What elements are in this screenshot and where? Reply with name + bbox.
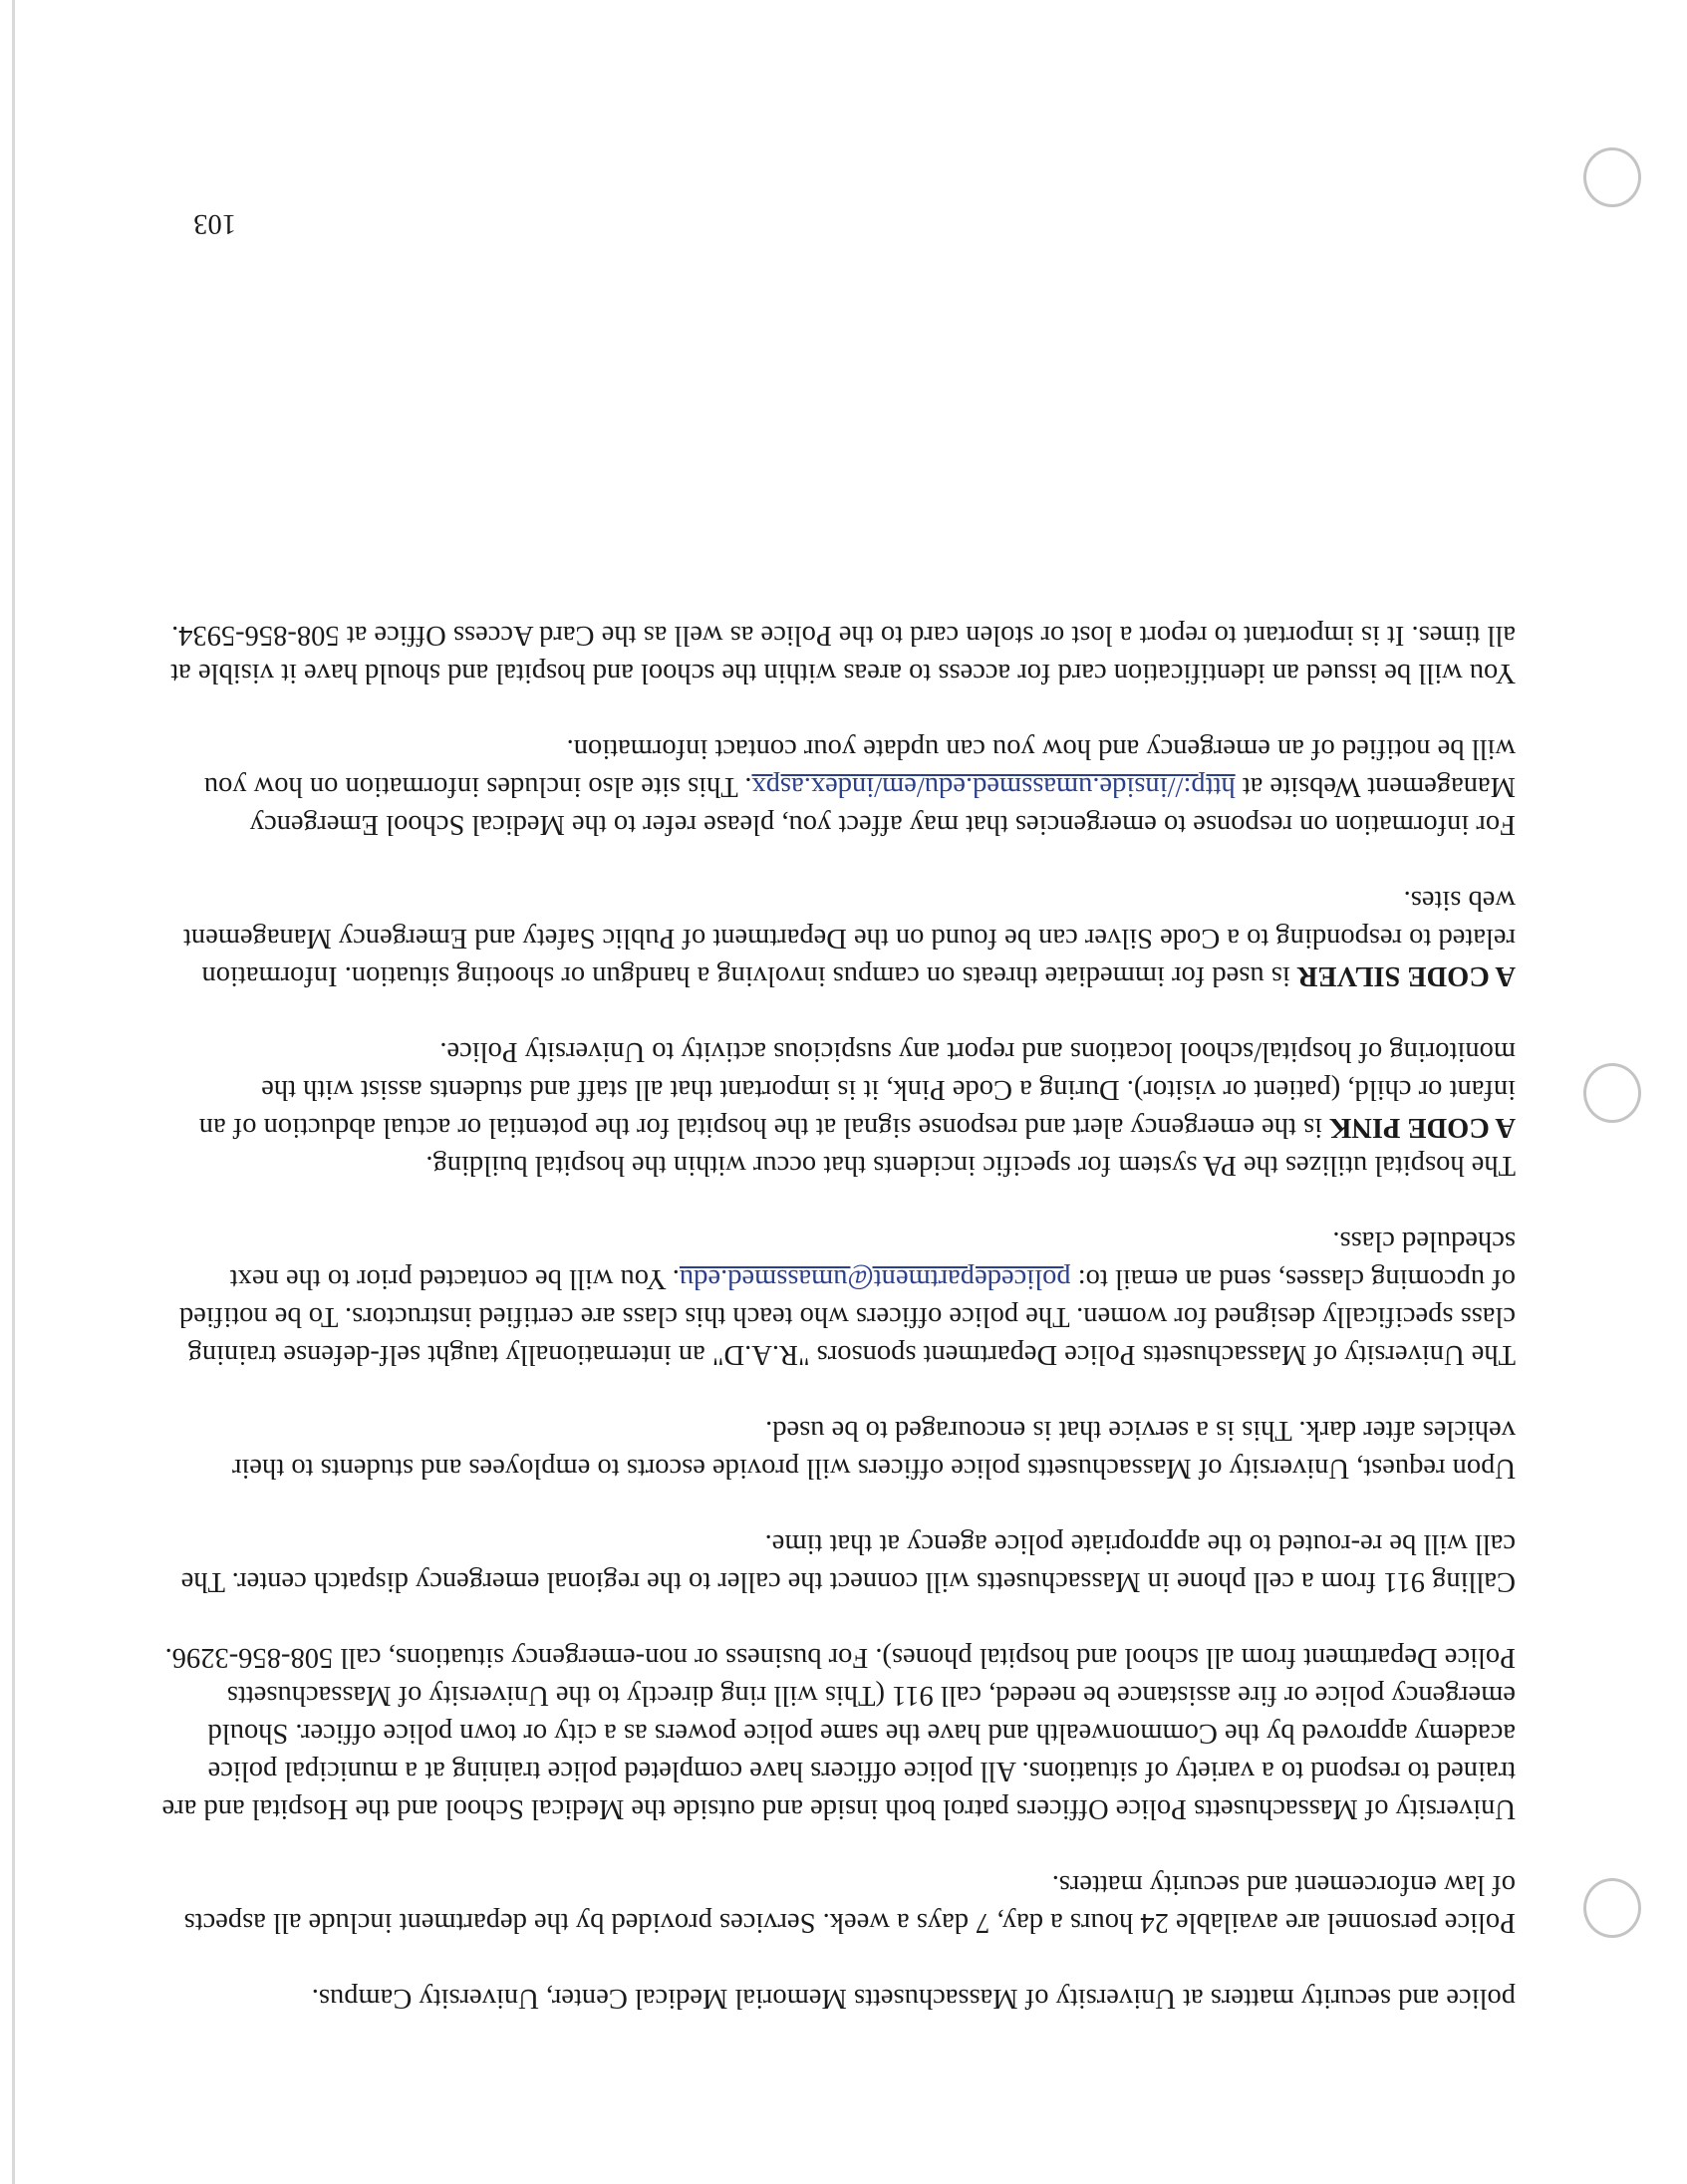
paragraph-code-silver [160,881,1516,994]
paragraph-escorts: Upon request, University of Massachusetts police officers will provide escorts to employees and students to their vehicles after dark. This is a service that is encouraged to be used. [231,1415,1516,1484]
code-silver-text: is used for immediate threats on campus involving a handgun or shooting situation. Information related to responding to a Code Silver can be found on the Department of Public Safety and Emergency Management web sites. [183,885,1516,991]
code-silver-heading: A CODE SILVER [1296,960,1516,991]
page-number: 103 [193,208,236,239]
rad-class-tail: . You will be contacted prior to the next scheduled class. [229,1226,1516,1294]
emergency-info-text: For information on response to emergencies that may affect you, please refer to the Medical School Emergency Management Website at [249,771,1516,840]
paragraph-cell-911: Calling 911 from a cell phone in Massachusetts will connect the caller to the regional emergency dispatch center. The call will be re-routed to the appropriate police agency at that time. [180,1528,1516,1597]
emergency-info-tail: . This site also includes information on how you will be notified of an emergency and how you can update your contact information. [203,733,1516,802]
emergency-management-link[interactable]: http://inside.umassmed.edu/em/index.aspx [751,771,1236,802]
code-pink-text: is the emergency alert and response signal at the hospital for the potential or actual abduction of an infant or child, (patient or visitor). During a Code Pink, it is important that all staff and students assist with the monitoring of hospital/school locations and report any suspicious activity to University Police. [198,1036,1516,1143]
rad-class-text: The University of Massachusetts Police Department sponsors "R.A.D" an internationally taught self-defense training class specifically designed for women. The police officers who teach this class are certified instructors. To be notified of upcoming classes, send an email to: [178,1263,1516,1370]
page-body [160,578,1516,2017]
paragraph-id-card: You will be issued an identification card for access to areas within the school and hospital and should have it visible at all times. It is important to report a lost or stolen card to the Police as well as the Card Access Office at 508-856-5934. [170,620,1516,688]
paragraph-code-pink [160,1032,1516,1146]
paragraph-emergency-info [160,729,1516,843]
paragraph-police-matters: police and security matters at University of Massachusetts Memorial Medical Center, University Campus. [311,1983,1516,2014]
police-email-link[interactable]: policedepartment@umassmed.edu [679,1263,1071,1294]
paragraph-rad-class [160,1222,1516,1373]
paragraph-police-officers: University of Massachusetts Police Officers patrol both inside and outside the Medical School and the Hospital and are trained to respond to a variety of situations. All police officers have completed police training at a municipal police academy approved by the Commonwealth and have the same police powers as a city or town police officer. Should emergency police or fire assistance be needed, call 911 (This will ring directly to the University of Massachusetts Police Department from all school and hospital phones). For business or non-emergency situations, call 508-856-3296. [161,1642,1516,1824]
paragraph-police-availability: Police personnel are available 24 hours a day, 7 days a week. Services provided by the department include all aspects of law enforcement and security matters. [183,1869,1516,1938]
paragraph-pa-system: The hospital utilizes the PA system for specific incidents that occur within the hospital building. [425,1150,1516,1181]
code-pink-heading: A CODE PINK [1329,1112,1516,1143]
